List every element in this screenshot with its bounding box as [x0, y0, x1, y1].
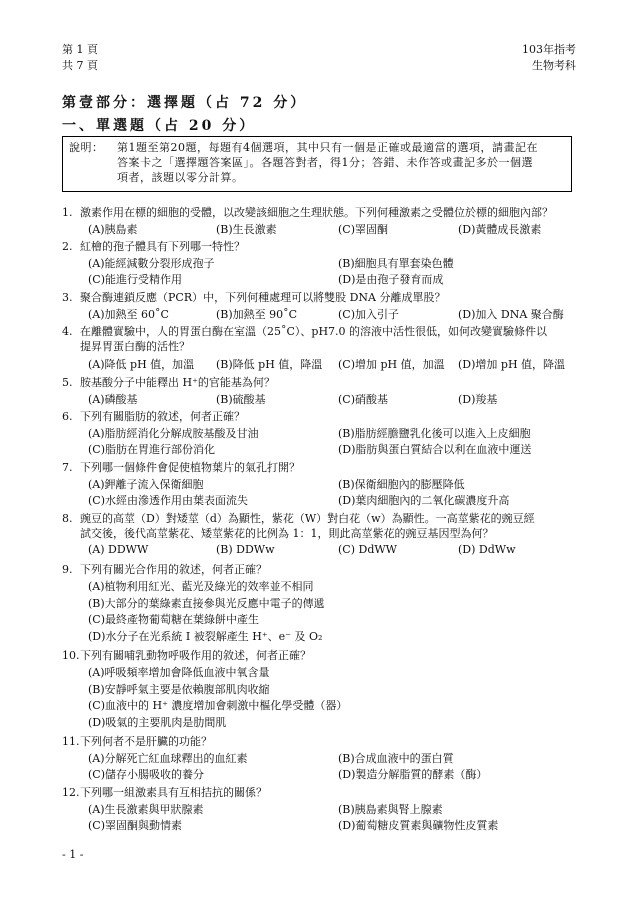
answer-option[interactable]: (D)水分子在光系統 I 被裂解產生 H⁺、e⁻ 及 O₂: [88, 629, 323, 643]
question-stem-line: 豌豆的高莖（D）對矮莖（d）為顯性，紫花（W）對白花（w）為顯性。一高莖紫花的豌豆經: [80, 512, 535, 525]
question-number: 3.: [62, 291, 73, 304]
answer-option[interactable]: (B)安靜呼氣主要是依賴腹部肌肉收縮: [88, 682, 270, 696]
instructions-line: 答案卡之「選擇題答案區」。各題答對者，得1分；答錯、未作答或畫記多於一個選: [117, 156, 533, 169]
answer-option[interactable]: (A)植物利用紅光、藍光及綠光的效率並不相同: [88, 580, 314, 593]
section-title: 一、單選題（占 20 分）: [62, 118, 257, 134]
answer-option[interactable]: (D)羧基: [458, 393, 498, 406]
question-number: 12.: [62, 786, 80, 799]
answer-option[interactable]: (B)降低 pH 值，降溫: [216, 358, 323, 371]
answer-option[interactable]: (B)大部分的葉綠素直接參與光反應中電子的傳遞: [88, 596, 325, 610]
question-number: 11.: [62, 735, 80, 748]
question-stem-line: 下列有關脂肪的敘述，何者正確？: [80, 410, 245, 423]
answer-option[interactable]: (A)胰島素: [88, 223, 138, 236]
question-stem-line: 下列哪一組激素具有互相拮抗的關係？: [80, 786, 267, 799]
question-number: 4.: [62, 325, 73, 338]
subject-name: 生物考科: [532, 59, 576, 72]
question-stem: [80, 324, 580, 354]
answer-option[interactable]: (C)儲存小腸吸收的養分: [88, 768, 204, 781]
answer-option[interactable]: (B)加熱至 90˚C: [216, 308, 298, 321]
question-stem-line: 下列哪一個條件會促使植物葉片的氣孔打開？: [80, 461, 300, 474]
answer-option[interactable]: (A)能經減數分裂形成孢子: [88, 257, 215, 270]
page-footer: - 1 -: [62, 848, 84, 861]
instructions-line: 項者，該題以零分計算。: [117, 171, 244, 184]
answer-option[interactable]: (B)胰島素與腎上腺素: [338, 803, 443, 816]
answer-option[interactable]: (C)水經由滲透作用由葉表面流失: [88, 494, 248, 507]
exam-info: [522, 42, 576, 74]
answer-option[interactable]: (A) DDWW: [88, 543, 149, 556]
answer-option[interactable]: (A)脂肪經消化分解成胺基酸及甘油: [88, 427, 259, 440]
answer-option[interactable]: (B) DDWw: [216, 543, 275, 556]
answer-option[interactable]: (D)是由孢子發育而成: [338, 273, 444, 286]
question-stem: [80, 460, 580, 475]
answer-option[interactable]: (C) DdWW: [338, 543, 397, 556]
question-stem-line: 下列何者不是肝臟的功能？: [80, 735, 212, 748]
answer-option[interactable]: (C)加入引子: [338, 308, 399, 321]
answer-option[interactable]: (C)最終產物葡萄糖在葉綠餅中產生: [88, 613, 259, 626]
part-title: 第壹部分：選擇題（占 72 分）: [62, 95, 308, 111]
question-stem: [80, 785, 580, 800]
answer-option[interactable]: (A)降低 pH 值，加溫: [88, 358, 195, 371]
question-number: 2.: [62, 240, 73, 253]
answer-option[interactable]: (C)脂肪在胃進行部份消化: [88, 443, 215, 456]
question-stem: [80, 562, 580, 577]
question-stem-line: 試交後，後代高莖紫花、矮莖紫花的比例為 1：1，則此高莖紫花的豌豆基因型為何？: [80, 527, 494, 540]
answer-option[interactable]: (A)加熱至 60˚C: [88, 308, 169, 321]
question-number: 7.: [62, 461, 73, 474]
question-stem-line: 聚合酶連鎖反應（PCR）中，下列何種處理可以將雙股 DNA 分離成單股？: [80, 291, 446, 304]
question-stem-line: 在離體實驗中，人的胃蛋白酶在室溫（25˚C）、pH7.0 的溶液中活性很低，如何改變實驗條件以: [80, 325, 548, 338]
answer-option[interactable]: (D)吸氣的主要肌肉是肋間肌: [88, 715, 227, 729]
question-number: 10.: [62, 649, 80, 662]
answer-option[interactable]: (C)硝酸基: [338, 393, 388, 406]
answer-option[interactable]: (D)葡萄糖皮質素與礦物性皮質素: [338, 819, 499, 832]
answer-option[interactable]: (C)睪固酮與動情素: [88, 819, 182, 832]
answer-option[interactable]: (B)細胞具有單套染色體: [338, 257, 454, 270]
question-stem-line: 下列有關光合作用的敘述，何者正確？: [80, 563, 267, 576]
question-number: 6.: [62, 410, 73, 423]
question-stem-line: 激素作用在標的細胞的受體，以改變該細胞之生理狀態。下列何種激素之受體位於標的細胞內部？: [80, 206, 553, 219]
page-total: 共 7 頁: [62, 59, 98, 72]
answer-option[interactable]: (A)呼吸頻率增加會降低血液中氧含量: [88, 666, 270, 679]
answer-option[interactable]: (D)增加 pH 值，降溫: [458, 358, 566, 371]
exam-name: 103年指考: [522, 43, 576, 56]
page-info: [62, 42, 98, 74]
instructions-line: 第1題至第20題，每題有4個選項，其中只有一個是正確或最適當的選項，請畫記在: [117, 141, 538, 154]
answer-option[interactable]: (C)增加 pH 值，加溫: [338, 358, 445, 371]
answer-option[interactable]: (C)能進行受精作用: [88, 273, 182, 286]
answer-option[interactable]: (A)生長激素與甲狀腺素: [88, 803, 204, 816]
question-stem: [80, 239, 580, 254]
question-number: 9.: [62, 563, 73, 576]
answer-option[interactable]: (A)鉀離子流入保衛細胞: [88, 478, 204, 491]
question-stem: [80, 648, 580, 663]
question-number: 5.: [62, 376, 73, 389]
answer-option[interactable]: (B)生長激素: [216, 223, 277, 236]
answer-option[interactable]: (D)葉肉細胞內的二氧化碳濃度升高: [338, 494, 510, 507]
question-stem-line: 紅檜的孢子體具有下列哪一特性？: [80, 240, 245, 253]
question-stem: [80, 409, 580, 424]
answer-option[interactable]: (D) DdWw: [458, 543, 516, 556]
question-stem: [80, 290, 580, 305]
question-stem: [80, 205, 580, 220]
answer-option[interactable]: (D)脂肪與蛋白質結合以利在血液中運送: [338, 443, 532, 456]
answer-option[interactable]: (D)黃體成長激素: [458, 223, 542, 236]
question-stem-line: 胺基酸分子中能釋出 H⁺的官能基為何？: [80, 376, 275, 389]
question-stem: [80, 375, 580, 390]
question-number: 1.: [62, 206, 73, 219]
answer-option[interactable]: (B)合成血液中的蛋白質: [338, 752, 454, 765]
question-stem-line: 提昇胃蛋白酶的活性？: [80, 340, 190, 353]
instructions-text: [117, 140, 567, 185]
question-stem: [80, 511, 580, 541]
question-stem-line: 下列有關哺乳動物呼吸作用的敘述，何者正確？: [80, 649, 311, 662]
answer-option[interactable]: (D)製造分解脂質的酵素（酶）: [338, 768, 488, 781]
answer-option[interactable]: (A)分解死亡紅血球釋出的血紅素: [88, 752, 248, 765]
instructions-box: [62, 136, 572, 192]
answer-option[interactable]: (B)硫酸基: [216, 393, 266, 406]
answer-option[interactable]: (B)保衛細胞內的膨壓降低: [338, 478, 465, 491]
answer-option[interactable]: (D)加入 DNA 聚合酶: [458, 308, 564, 321]
question-stem: [80, 734, 580, 749]
answer-option[interactable]: (C)睪固酮: [338, 223, 388, 236]
answer-option[interactable]: (A)磷酸基: [88, 393, 138, 406]
page-number: 第 1 頁: [62, 43, 98, 56]
answer-option[interactable]: (B)脂肪經膽鹽乳化後可以進入上皮細胞: [338, 427, 531, 440]
answer-option[interactable]: (C)血液中的 H⁺ 濃度增加會刺激中樞化學受體（器）: [88, 699, 348, 712]
question-number: 8.: [62, 512, 73, 525]
instructions-label: 說明：: [69, 141, 104, 154]
